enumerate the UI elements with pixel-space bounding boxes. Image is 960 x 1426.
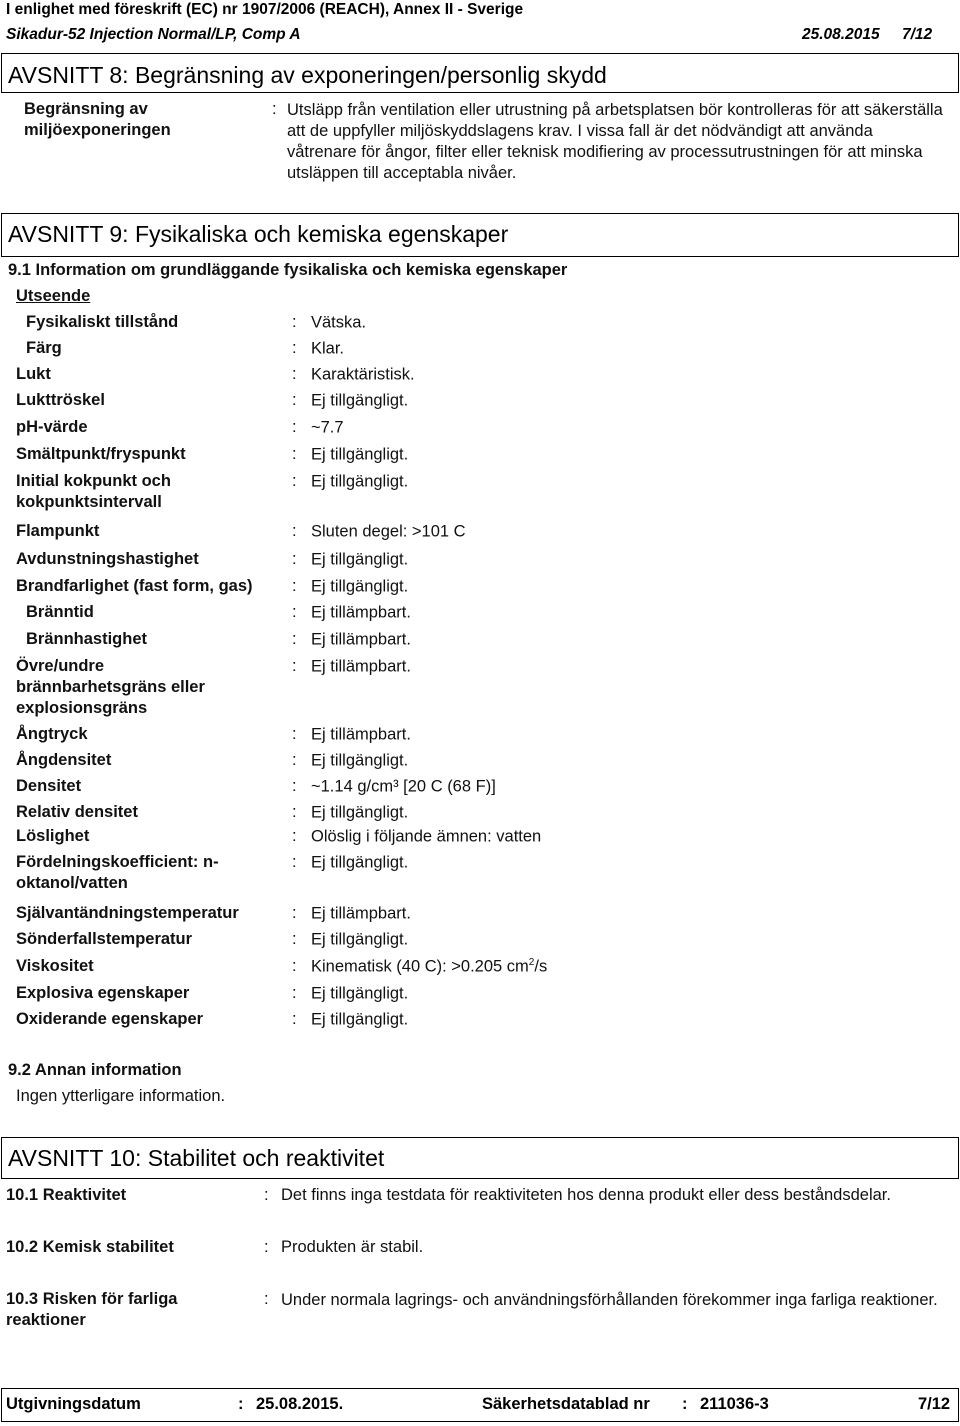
property-label-line3: explosionsgräns <box>16 699 148 717</box>
property-label: Flampunkt <box>16 522 100 540</box>
property-label: Initial kokpunkt och <box>16 472 171 490</box>
subsection-9-1: 9.1 Information om grundläggande fysikaliska och kemiska egenskaper <box>8 261 568 279</box>
section-10-box <box>1 1137 959 1179</box>
property-value <box>311 339 344 359</box>
reactivity-value: Det finns inga testdata för reaktiviteten hos denna produkt eller dess beståndsdelar. <box>281 1186 891 1204</box>
property-value <box>311 777 496 797</box>
property-label: Avdunstningshastighet <box>16 550 199 568</box>
property-label: Explosiva egenskaper <box>16 984 190 1002</box>
property-label: Brandfarlighet (fast form, gas) <box>16 577 253 595</box>
property-value <box>311 313 366 333</box>
property-colon: : <box>292 853 297 871</box>
property-label: Sönderfallstemperatur <box>16 930 193 948</box>
property-label: Bränntid <box>26 603 94 621</box>
property-value-text: Karaktäristisk. <box>311 365 415 384</box>
header-page: 7/12 <box>902 26 933 43</box>
property-label: Självantändningstemperatur <box>16 904 239 922</box>
property-value <box>311 657 411 677</box>
property-colon: : <box>292 803 297 821</box>
property-label: Densitet <box>16 777 82 795</box>
property-label: Smältpunkt/fryspunkt <box>16 445 186 463</box>
subsection-9-2: 9.2 Annan information <box>8 1061 182 1079</box>
sds-number-value: 211036-3 <box>700 1395 769 1413</box>
property-colon: : <box>292 445 297 463</box>
property-colon: : <box>292 1010 297 1028</box>
property-value <box>311 472 408 492</box>
reactivity-colon: : <box>264 1186 269 1204</box>
issue-date-colon: : <box>238 1395 244 1413</box>
property-colon: : <box>292 391 297 409</box>
property-label: Fördelningskoefficient: n- <box>16 853 219 871</box>
property-colon: : <box>292 957 297 975</box>
property-value <box>311 751 408 771</box>
property-value-text: Ej tillämpbart. <box>311 725 411 744</box>
property-label-line2: oktanol/vatten <box>16 874 128 892</box>
env-exposure-label-1: Begränsning av <box>24 100 148 118</box>
property-value-text: Ej tillämpbart. <box>311 657 411 676</box>
property-colon: : <box>292 550 297 568</box>
property-value <box>311 904 411 924</box>
property-value <box>311 853 408 873</box>
chemical-stability-value: Produkten är stabil. <box>281 1238 424 1256</box>
property-value-text: Kinematisk (40 C): >0.205 cm <box>311 957 529 976</box>
hazardous-reactions-value: Under normala lagrings- och användningsförhållanden förekommer inga farliga reaktioner. <box>281 1291 938 1309</box>
footer-page: 7/12 <box>918 1395 951 1413</box>
property-value-text: Ej tillgängligt. <box>311 751 409 770</box>
section-9-box <box>1 213 959 257</box>
property-value-text: Ej tillgängligt. <box>311 1010 409 1029</box>
property-colon: : <box>292 577 297 595</box>
reactivity-label: 10.1 Reaktivitet <box>6 1186 127 1204</box>
property-value <box>311 957 547 977</box>
property-colon: : <box>292 777 297 795</box>
property-label: Färg <box>26 339 62 357</box>
property-label: Fysikaliskt tillstånd <box>26 313 179 331</box>
property-colon: : <box>292 751 297 769</box>
property-colon: : <box>292 313 297 331</box>
property-colon: : <box>292 984 297 1002</box>
property-colon: : <box>292 472 297 490</box>
footer <box>1 1388 959 1422</box>
property-value-text: Sluten degel: >101 C <box>311 522 466 541</box>
hazardous-reactions-label-1: 10.3 Risken för farliga <box>6 1290 178 1308</box>
property-value-text: Ej tillämpbart. <box>311 630 411 649</box>
property-value <box>311 577 408 597</box>
property-value-text: ~1.14 g/cm³ [20 C (68 F)] <box>311 777 496 796</box>
property-colon: : <box>292 365 297 383</box>
property-label: Relativ densitet <box>16 803 138 821</box>
property-value-text: ~7.7 <box>311 418 344 437</box>
property-value <box>311 365 415 385</box>
property-colon: : <box>292 904 297 922</box>
property-value-text: Klar. <box>311 339 345 358</box>
property-label: Lukttröskel <box>16 391 105 409</box>
header-date: 25.08.2015 <box>802 26 880 43</box>
property-label: Oxiderande egenskaper <box>16 1010 204 1028</box>
env-exposure-label-2: miljöexponeringen <box>24 121 171 139</box>
property-label-line2: kokpunktsintervall <box>16 493 162 511</box>
property-colon: : <box>292 603 297 621</box>
property-colon: : <box>292 630 297 648</box>
issue-date-value: 25.08.2015. <box>256 1395 344 1413</box>
appearance-heading: Utseende <box>16 287 91 305</box>
property-value-text: Ej tillgängligt. <box>311 550 409 569</box>
property-value-text: Ej tillgängligt. <box>311 472 409 491</box>
property-value <box>311 522 466 542</box>
hazardous-reactions-label-2: reaktioner <box>6 1311 86 1329</box>
property-colon: : <box>292 339 297 357</box>
section-9-title: AVSNITT 9: Fysikaliska och kemiska egenskaper <box>8 221 509 247</box>
property-value <box>311 550 408 570</box>
sds-number-colon: : <box>682 1395 688 1413</box>
property-label-line2: brännbarhetsgräns eller <box>16 678 205 696</box>
property-colon: : <box>292 930 297 948</box>
property-label: Löslighet <box>16 827 90 845</box>
property-value-text: Ej tillgängligt. <box>311 577 409 596</box>
property-value <box>311 803 408 823</box>
property-value <box>311 630 411 650</box>
property-label: Ångtryck <box>16 725 88 743</box>
property-value <box>311 391 408 411</box>
property-value-text: Olöslig i följande ämnen: vatten <box>311 827 542 846</box>
property-value-text: Ej tillämpbart. <box>311 603 411 622</box>
section-8-box <box>1 53 959 93</box>
property-value-superscript: 2 <box>528 957 535 968</box>
other-information: Ingen ytterligare information. <box>16 1087 226 1105</box>
property-label: Ångdensitet <box>16 751 112 769</box>
property-value-suffix: /s <box>534 957 548 976</box>
property-value-text: Ej tillgängligt. <box>311 853 409 872</box>
sds-number-label: Säkerhetsdatablad nr <box>482 1395 650 1413</box>
property-colon: : <box>292 522 297 540</box>
property-label: Viskositet <box>16 957 94 975</box>
property-value-text: Ej tillgängligt. <box>311 930 409 949</box>
issue-date-label: Utgivningsdatum <box>6 1395 141 1413</box>
product-name: Sikadur-52 Injection Normal/LP, Comp A <box>6 26 301 43</box>
property-value <box>311 984 408 1004</box>
env-exposure-text: Utsläpp från ventilation eller utrustning på arbetsplatsen bör kontrolleras för att säkerställa att de uppfyller miljöskyddslagens krav. I vissa fall är det nödvändigt att använda våtrenare för ångor, filter eller teknisk modifiering av processutrustningen för att minska utsläppen till acceptabla nivåer. <box>287 101 943 182</box>
property-value-text: Ej tillämpbart. <box>311 904 411 923</box>
chemical-stability-label: 10.2 Kemisk stabilitet <box>6 1238 174 1256</box>
property-label: pH-värde <box>16 418 88 436</box>
property-value <box>311 445 408 465</box>
property-value <box>311 603 411 623</box>
property-value-text: Ej tillgängligt. <box>311 803 409 822</box>
property-value <box>311 930 408 950</box>
env-exposure-colon: : <box>272 100 277 118</box>
property-colon: : <box>292 418 297 436</box>
property-colon: : <box>292 657 297 675</box>
property-value-text: Vätska. <box>311 313 367 332</box>
property-label: Lukt <box>16 365 51 383</box>
property-colon: : <box>292 827 297 845</box>
section-8-title: AVSNITT 8: Begränsning av exponeringen/personlig skydd <box>8 62 607 88</box>
property-value <box>311 725 411 745</box>
property-value-text: Ej tillgängligt. <box>311 984 409 1003</box>
property-value <box>311 418 344 438</box>
property-colon: : <box>292 725 297 743</box>
regulation-header: I enlighet med föreskrift (EC) nr 1907/2006 (REACH), Annex II - Sverige <box>6 1 524 18</box>
property-label: Övre/undre <box>16 657 105 675</box>
property-label: Brännhastighet <box>26 630 148 648</box>
property-value-text: Ej tillgängligt. <box>311 391 409 410</box>
chemical-stability-colon: : <box>264 1238 269 1256</box>
property-value <box>311 827 541 847</box>
property-value <box>311 1010 408 1030</box>
property-value-text: Ej tillgängligt. <box>311 445 409 464</box>
section-10-title: AVSNITT 10: Stabilitet och reaktivitet <box>8 1145 385 1171</box>
hazardous-reactions-colon: : <box>264 1290 269 1308</box>
